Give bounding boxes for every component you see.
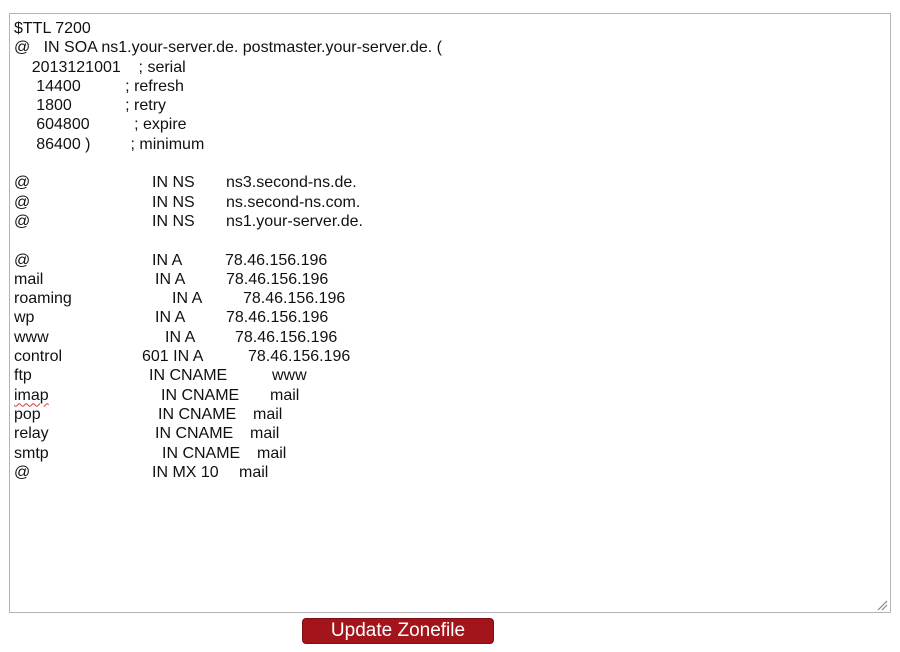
record-name: @ <box>14 174 31 192</box>
dns-record <box>14 308 886 327</box>
record-type: IN A <box>165 328 196 346</box>
record-name: www <box>14 328 49 346</box>
record-name: control <box>14 348 63 366</box>
zone-line: 1800 ; retry <box>14 97 167 115</box>
dns-record <box>14 366 886 385</box>
record-name: @ <box>14 212 31 230</box>
record-value: ns3.second-ns.de. <box>226 174 357 192</box>
record-value: mail <box>250 425 280 443</box>
dns-record <box>14 386 886 405</box>
dns-record <box>14 424 886 443</box>
record-value: 78.46.156.196 <box>226 309 329 327</box>
ns-record <box>14 212 886 231</box>
record-value: 78.46.156.196 <box>225 251 328 269</box>
record-value: 78.46.156.196 <box>248 348 351 366</box>
record-value: 78.46.156.196 <box>243 290 346 308</box>
record-value: mail <box>257 444 287 462</box>
zone-line: 14400 ; refresh <box>14 77 184 95</box>
record-type: IN CNAME <box>161 386 240 404</box>
record-value: ns1.your-server.de. <box>226 212 363 230</box>
record-name: roaming <box>14 290 72 308</box>
record-value: 78.46.156.196 <box>235 328 338 346</box>
blank-line <box>14 231 886 250</box>
record-value: 78.46.156.196 <box>226 270 329 288</box>
record-name: ftp <box>14 367 32 385</box>
record-type: IN CNAME <box>162 444 241 462</box>
record-name: @ <box>14 193 31 211</box>
record-name: imap <box>14 386 49 404</box>
zone-line: $TTL 7200 <box>14 20 91 37</box>
record-name: @ <box>14 463 31 481</box>
record-type: IN CNAME <box>149 367 228 385</box>
dns-record <box>14 251 886 270</box>
record-type: IN A <box>155 309 186 327</box>
record-type: IN CNAME <box>155 425 234 443</box>
record-type: IN CNAME <box>158 405 237 423</box>
dns-record <box>14 347 886 366</box>
zonefile-content[interactable] <box>14 19 886 608</box>
record-name: relay <box>14 425 49 443</box>
record-type: IN A <box>155 270 186 288</box>
record-name: @ <box>14 251 31 269</box>
record-name: wp <box>14 309 35 327</box>
resize-grip-icon[interactable] <box>876 598 888 610</box>
record-type: IN NS <box>152 212 195 230</box>
blank-line <box>14 154 886 173</box>
record-type: IN A <box>172 290 203 308</box>
record-name: pop <box>14 405 41 423</box>
dns-record <box>14 463 886 482</box>
dns-record <box>14 405 886 424</box>
record-type: IN MX 10 <box>152 463 219 481</box>
ns-record <box>14 193 886 212</box>
record-type: IN NS <box>152 174 195 192</box>
record-value: www <box>272 367 307 385</box>
ns-record <box>14 173 886 192</box>
dns-record <box>14 328 886 347</box>
record-type: 601 IN A <box>142 348 204 366</box>
zone-line: 604800 ; expire <box>14 116 187 134</box>
dns-record <box>14 444 886 463</box>
record-name: mail <box>14 270 44 288</box>
record-type: IN NS <box>152 193 195 211</box>
dns-record <box>14 289 886 308</box>
dns-record <box>14 270 886 289</box>
record-type: IN A <box>152 251 183 269</box>
record-value: ns.second-ns.com. <box>226 193 361 211</box>
update-zonefile-button[interactable]: Update Zonefile <box>302 618 494 644</box>
zone-line: 2013121001 ; serial <box>14 58 186 76</box>
zone-line: @ IN SOA ns1.your-server.de. postmaster.your-server.de. ( <box>14 39 442 57</box>
record-value: mail <box>239 463 269 481</box>
record-name: smtp <box>14 444 49 462</box>
zonefile-textarea[interactable] <box>9 13 891 613</box>
zone-line: 86400 ) ; minimum <box>14 135 205 153</box>
record-value: mail <box>270 386 300 404</box>
record-value: mail <box>253 405 283 423</box>
